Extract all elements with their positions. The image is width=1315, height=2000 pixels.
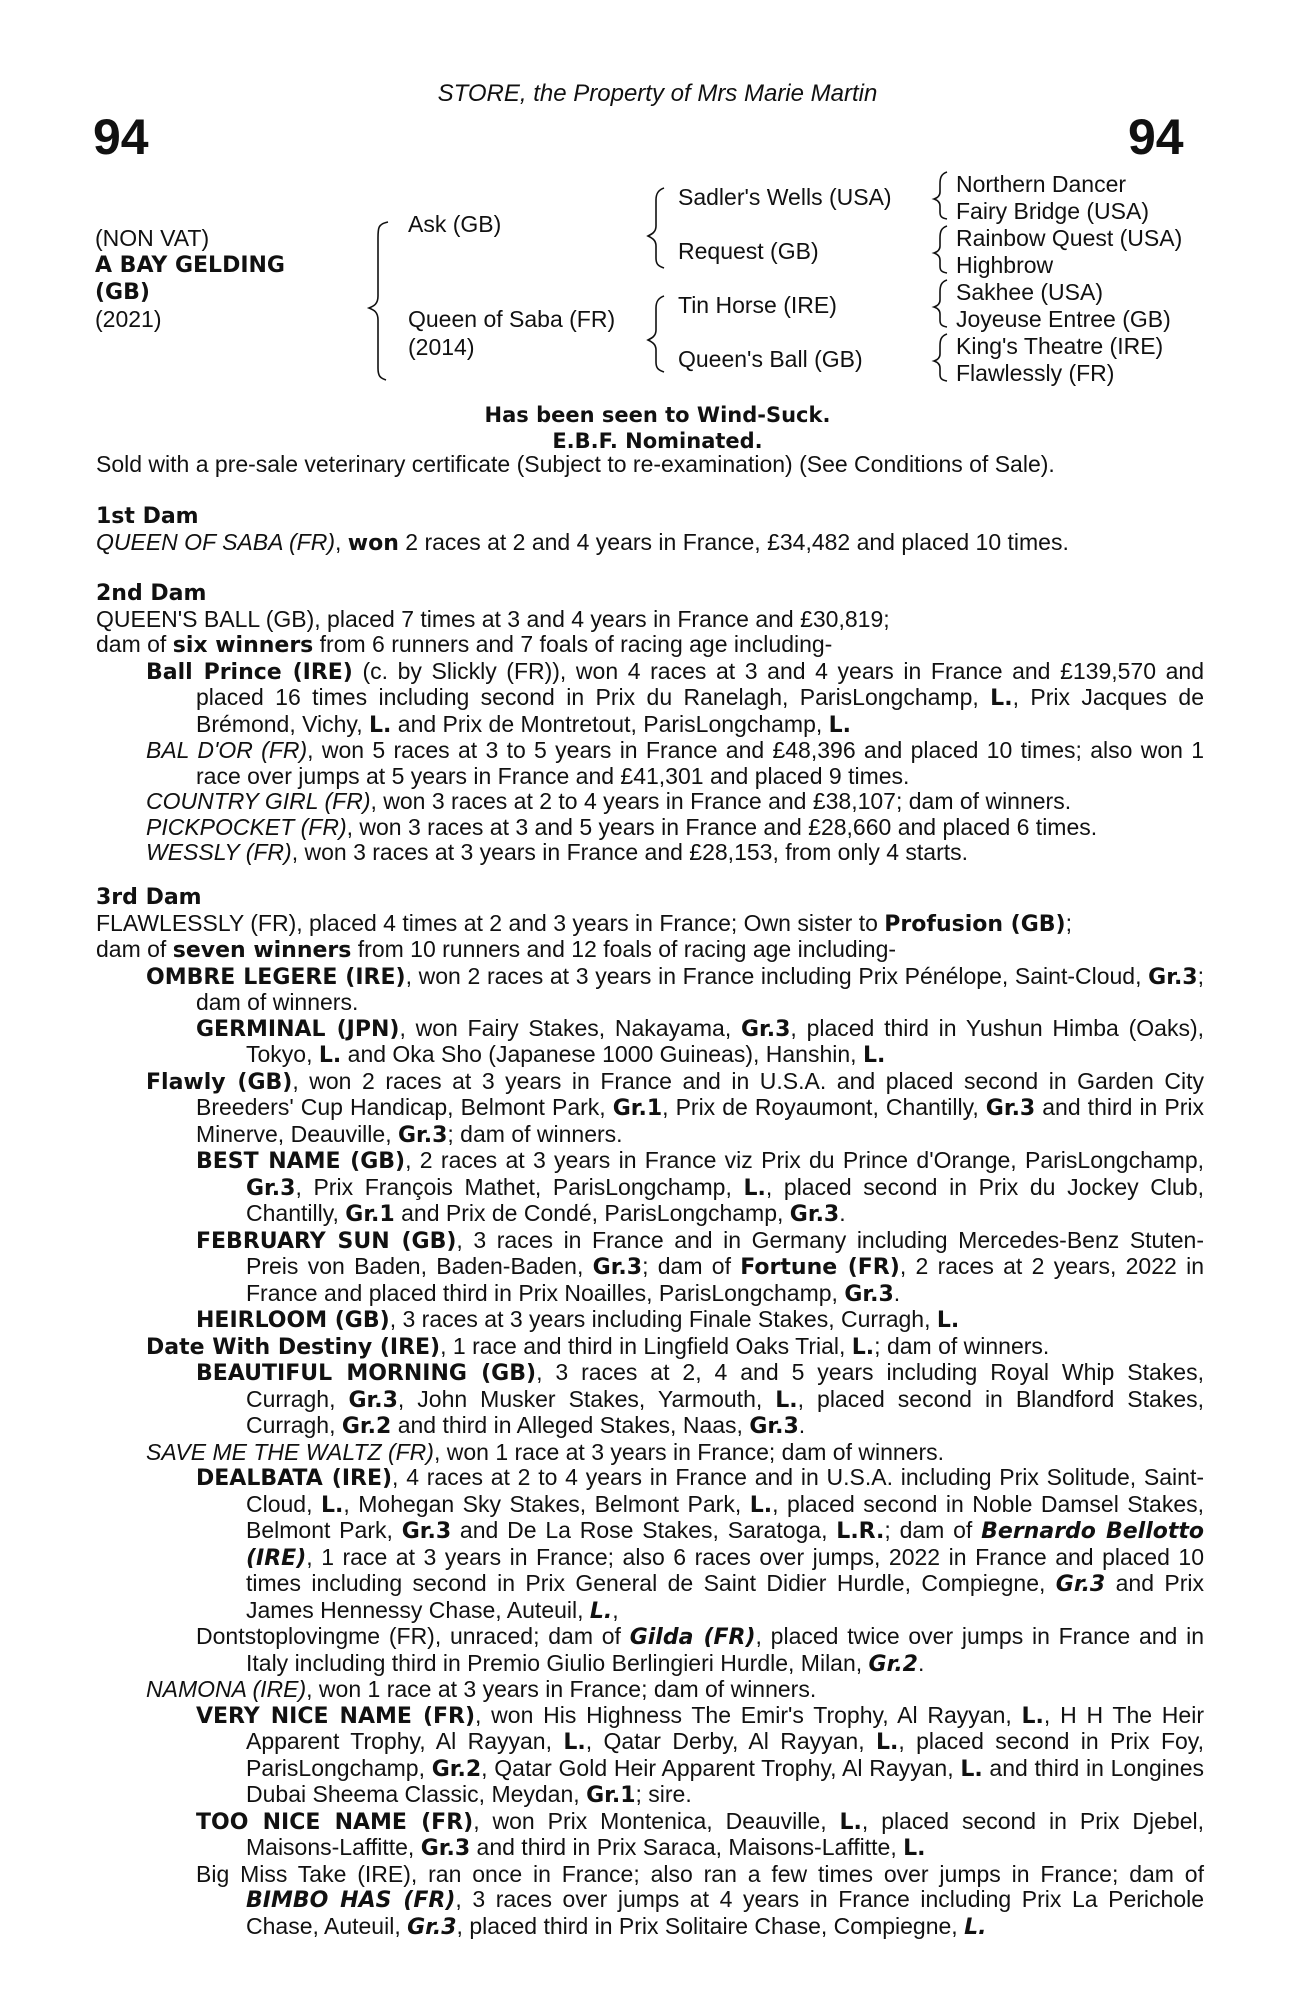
- first-dam-record: QUEEN OF SABA (FR), won 2 races at 2 and 4 years in France, £34,482 and placed 10 times.: [96, 528, 1069, 556]
- progeny-pickpocket: PICKPOCKET (FR), won 3 races at 3 and 5 years in France and £28,660 and placed 6 times.: [146, 813, 1098, 840]
- first-dam-heading: 1st Dam: [96, 504, 199, 529]
- vet-certificate-note: Sold with a pre-sale veterinary certificate (Subject to re-examination) (See Conditions of Sale).: [96, 451, 1055, 477]
- progeny-date-with-destiny: Date With Destiny (IRE), 1 race and third in Lingfield Oaks Trial, L.; dam of winners.: [146, 1332, 1050, 1360]
- progeny-ombre-legere: OMBRE LEGERE (IRE), won 2 races at 3 years in France including Prix Pénélope, Saint-Cloud, Gr.3; dam of winners.: [146, 962, 1204, 1015]
- pedigree-dam: Queen of Saba (FR): [408, 306, 616, 332]
- progeny-ball-prince: Ball Prince (IRE) (c. by Slickly (FR)), won 4 races at 3 and 4 years in France and £139,570 and placed 16 times including second in Prix du Ranelagh, ParisLongchamp, L., Prix Jacques de Brémond, Vichy, L. and Prix de Montretout, ParisLongchamp, L.: [146, 657, 1205, 738]
- second-dam-line1: QUEEN'S BALL (GB), placed 7 times at 3 and 4 years in France and £30,819;: [96, 605, 890, 632]
- pedigree-g6: Joyeuse Entree (GB): [956, 306, 1171, 332]
- g1-bracket: [934, 172, 947, 219]
- wind-suck-note: Has been seen to Wind-Suck.: [484, 403, 831, 427]
- g2-bracket: [934, 226, 947, 273]
- pedigree-g8: Flawlessly (FR): [956, 360, 1115, 386]
- pedigree-dam-sire: Tin Horse (IRE): [678, 292, 837, 318]
- ebf-note: E.B.F. Nominated.: [552, 429, 763, 453]
- third-dam-line1: FLAWLESSLY (FR), placed 4 times at 2 and 3 years in France; Own sister to Profusion (GB);: [96, 909, 1072, 937]
- third-dam-heading: 3rd Dam: [96, 885, 202, 910]
- progeny-best-name: BEST NAME (GB), 2 races at 3 years in France viz Prix du Prince d'Orange, ParisLongchamp, Gr.3, Prix François Mathet, ParisLongchamp, L., placed second in Prix du Jockey Club, Chantilly, Gr.1 and Prix de Condé, ParisLongchamp, Gr.3.: [196, 1147, 1204, 1227]
- progeny-country-girl: COUNTRY GIRL (FR), won 3 races at 2 to 4 years in France and £38,107; dam of winners.: [146, 788, 1072, 814]
- progeny-save-me-the-waltz: SAVE ME THE WALTZ (FR), won 1 race at 3 years in France; dam of winners.: [146, 1438, 945, 1465]
- third-dam-line2: dam of seven winners from 10 runners and 12 foals of racing age including-: [96, 936, 897, 963]
- progeny-big-miss-take: Big Miss Take (IRE), ran once in France; also ran a few times over jumps in France; dam of BIMBO HAS (FR), 3 races over jumps at 4 years in France including Prix La Perichole Chase, Auteuil, Gr.3, placed third in Prix Solitaire Chase, Compiegne, L.: [196, 1860, 1205, 1940]
- pedigree-g1: Northern Dancer: [956, 171, 1127, 197]
- sire-bracket: [648, 188, 664, 268]
- second-dam-line2: dam of six winners from 6 runners and 7 foals of racing age including-: [96, 631, 833, 658]
- vat-status: (NON VAT): [95, 225, 210, 251]
- pedigree-sire-sire: Sadler's Wells (USA): [678, 184, 892, 210]
- progeny-february-sun: FEBRUARY SUN (GB), 3 races in France and in Germany including Mercedes-Benz Stuten-Preis von Baden, Baden-Baden, Gr.3; dam of Fortune (FR), 2 races at 2 years, 2022 in France and placed third in Prix Noailles, ParisLongchamp, Gr.3.: [196, 1226, 1204, 1307]
- progeny-wessly: WESSLY (FR), won 3 races at 3 years in France and £28,153, from only 4 starts.: [146, 839, 969, 865]
- sire-dam-bracket: [369, 222, 388, 380]
- progeny-germinal: GERMINAL (JPN), won Fairy Stakes, Nakayama, Gr.3, placed third in Yushun Himba (Oaks), Tokyo, L. and Oka Sho (Japanese 1000 Guineas), Hanshin, L.: [196, 1014, 1204, 1068]
- pedigree-g7: King's Theatre (IRE): [956, 333, 1164, 359]
- pedigree-sire: Ask (GB): [408, 211, 502, 237]
- horse-sex-colour: A BAY GELDING: [95, 253, 285, 278]
- progeny-beautiful-morning: BEAUTIFUL MORNING (GB), 3 races at 2, 4 and 5 years including Royal Whip Stakes, Curragh, Gr.3, John Musker Stakes, Yarmouth, L., placed second in Blandford Stakes, Curragh, Gr.2 and third in Alleged Stakes, Naas, Gr.3.: [196, 1359, 1204, 1439]
- pedigree-g5: Sakhee (USA): [956, 279, 1104, 305]
- progeny-namona: NAMONA (IRE), won 1 race at 3 years in France; dam of winners.: [146, 1676, 817, 1702]
- pedigree-g4: Highbrow: [956, 252, 1054, 278]
- pedigree-sire-dam: Request (GB): [678, 238, 819, 264]
- pedigree-g3: Rainbow Quest (USA): [956, 225, 1183, 251]
- second-dam-section: [96, 581, 1204, 866]
- g3-bracket: [934, 280, 947, 327]
- horse-origin: (GB): [95, 280, 150, 305]
- second-dam-heading: 2nd Dam: [96, 581, 207, 606]
- progeny-very-nice-name: VERY NICE NAME (FR), won His Highness The Emir's Trophy, Al Rayyan, L., H H The Heir Apparent Trophy, Al Rayyan, L., Qatar Derby, Al Rayyan, L., placed second in Prix Foy, ParisLongchamp, Gr.2, Qatar Gold Heir Apparent Trophy, Al Rayyan, L. and third in Longines Dubai Sheema Classic, Meydan, Gr.1; sire.: [196, 1701, 1205, 1808]
- progeny-too-nice-name: TOO NICE NAME (FR), won Prix Montenica, Deauville, L., placed second in Prix Djebel, Maisons-Laffitte, Gr.3 and third in Prix Saraca, Maisons-Laffitte, L.: [196, 1807, 1204, 1861]
- pedigree-dam-year: (2014): [408, 334, 475, 360]
- dam-bracket: [648, 296, 664, 372]
- progeny-heirloom: HEIRLOOM (GB), 3 races at 3 years including Finale Stakes, Curragh, L.: [196, 1306, 960, 1333]
- sale-notes: [0, 402, 1315, 454]
- progeny-flawly: Flawly (GB), won 2 races at 3 years in France and in U.S.A. and placed second in Garden City Breeders' Cup Handicap, Belmont Park, Gr.1, Prix de Royaumont, Chantilly, Gr.3 and third in Prix Minerve, Deauville, Gr.3; dam of winners.: [146, 1067, 1204, 1148]
- first-dam-section: [96, 504, 1204, 556]
- third-dam-section: [96, 885, 1204, 1940]
- pedigree-g2: Fairy Bridge (USA): [956, 198, 1149, 224]
- horse-year: (2021): [95, 306, 162, 332]
- progeny-bal-dor: BAL D'OR (FR), won 5 races at 3 to 5 years in France and £48,396 and placed 10 times; also won 1 race over jumps at 5 years in France and £41,301 and placed 9 times.: [146, 737, 1204, 789]
- g4-bracket: [934, 334, 947, 381]
- page-header: STORE, the Property of Mrs Marie Martin: [437, 80, 878, 107]
- pedigree-dam-dam: Queen's Ball (GB): [678, 346, 863, 372]
- progeny-dealbata: DEALBATA (IRE), 4 races at 2 to 4 years in France and in U.S.A. including Prix Solitude, Saint-Cloud, L., Mohegan Sky Stakes, Belmont Park, L., placed second in Noble Damsel Stakes, Belmont Park, Gr.3 and De La Rose Stakes, Saratoga, L.R.; dam of Bernardo Bellotto (IRE), 1 race at 3 years in France; also 6 races over jumps, 2022 in France and placed 10 times including second in Prix General de Saint Didier Hurdle, Compiegne, Gr.3 and Prix James Hennessy Chase, Auteuil, L.,: [196, 1464, 1205, 1624]
- lot-number-right: 94: [1128, 109, 1184, 165]
- lot-number-left: 94: [93, 109, 149, 165]
- progeny-dontstoplovingme: Dontstoplovingme (FR), unraced; dam of Gilda (FR), placed twice over jumps in France and in Italy including third in Premio Giulio Berlingieri Hurdle, Milan, Gr.2.: [196, 1623, 1204, 1677]
